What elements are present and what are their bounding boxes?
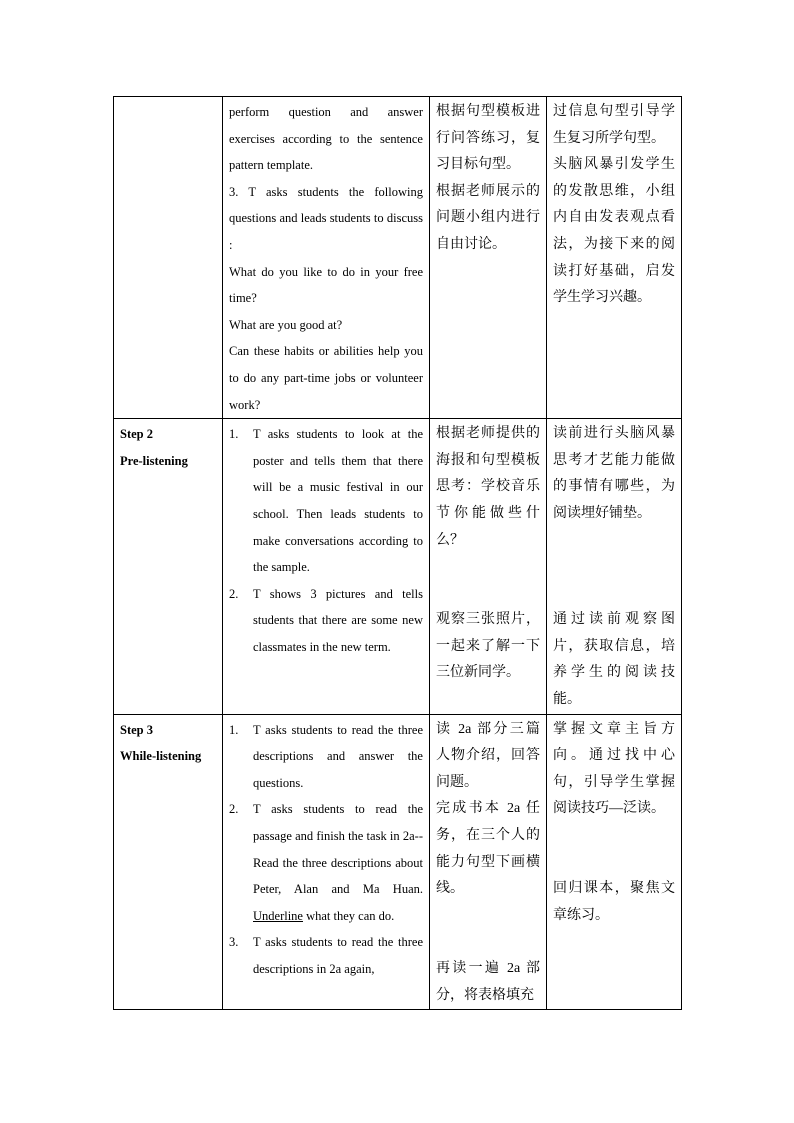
activity-cell [223, 419, 430, 715]
student-activity: 读 2a 部分三篇人物介绍，回答问题。 [436, 721, 540, 790]
student-cell [430, 419, 547, 715]
student-activity: 观察三张照片，一起来了解一下三位新同学。 [436, 612, 540, 681]
list-item: 2. T asks students to read the passage and finish the task in 2a--Read the three descriptions about Peter, Alan and Ma Huan. Underline what they can do. [229, 802, 423, 923]
step-cell [114, 714, 223, 1010]
student-activity: 根据句型模板进行问答练习，复习目标句型。 [436, 104, 540, 173]
purpose-text: 头脑风暴引发学生的发散思维，小组内自由发表观点看法，为接下来的阅读打好基础，启发学生学习兴趣。 [553, 157, 675, 306]
activity-line: What do you like to do in your free time? [229, 264, 423, 306]
purpose-cell [547, 97, 682, 419]
student-activity: 再读一遍 2a 部分，将表格填充 [436, 961, 540, 1003]
student-activity: 完成书本 2a 任务，在三个人的能力句型下画横线。 [436, 801, 540, 897]
spacer [436, 581, 540, 608]
table-row [114, 714, 682, 1010]
spacer [436, 554, 540, 581]
activity-line: Can these habits or abilities help you to do any part-time jobs or volunteer work? [229, 344, 423, 412]
lesson-plan-table [113, 96, 682, 1010]
list-item: 1. T asks students to read the three descriptions and answer the questions. [229, 722, 423, 790]
spacer [553, 528, 675, 555]
underlined-word: Underline [253, 908, 303, 923]
activity-line: perform question and answer exercises according to the sentence pattern template. [229, 105, 423, 173]
spacer [553, 581, 675, 608]
spacer [436, 903, 540, 930]
step-cell [114, 97, 223, 419]
purpose-text: 读前进行头脑风暴思考才艺能力能做的事情有哪些，为阅读埋好铺垫。 [553, 426, 675, 521]
purpose-text: 掌握文章主旨方向。通过找中心句，引导学生掌握阅读技巧—泛读。 [553, 721, 675, 817]
activity-line: What are you good at? [229, 317, 343, 332]
step-cell [114, 419, 223, 715]
purpose-cell [547, 714, 682, 1010]
spacer [436, 929, 540, 956]
purpose-text: 通过读前观察图片，获取信息，培养学生的阅读技能。 [553, 612, 675, 708]
spacer [553, 823, 675, 850]
step-name: Pre-listening [120, 453, 188, 468]
purpose-cell [547, 419, 682, 715]
step-name: While-listening [120, 749, 202, 764]
table-row [114, 419, 682, 715]
table-row [114, 97, 682, 419]
student-activity: 根据老师提供的海报和句型模板思考：学校音乐节你能做些什么？ [436, 426, 540, 548]
activity-cell [223, 714, 430, 1010]
student-cell [430, 714, 547, 1010]
list-item: 3. T asks students to read the three descriptions in 2a again, [229, 935, 423, 976]
purpose-text: 过信息句型引导学生复习所学句型。 [553, 104, 675, 146]
step-label: Step 2 [120, 427, 153, 442]
student-activity: 根据老师展示的问题小组内进行自由讨论。 [436, 183, 540, 252]
spacer [553, 850, 675, 877]
student-cell [430, 97, 547, 419]
step-label: Step 3 [120, 722, 153, 737]
purpose-text: 回归课本，聚焦文章练习。 [553, 881, 675, 923]
list-item: 2. T shows 3 pictures and tells students that there are some new classmates in the new term. [229, 586, 423, 654]
activity-line: 3. T asks students the following questions and leads students to discuss : [229, 184, 423, 252]
list-item: 1. T asks students to look at the poster and tells them that there will be a music festival in our school. Then leads students to make conversations according to the sample. [229, 427, 423, 575]
spacer [553, 554, 675, 581]
activity-cell [223, 97, 430, 419]
